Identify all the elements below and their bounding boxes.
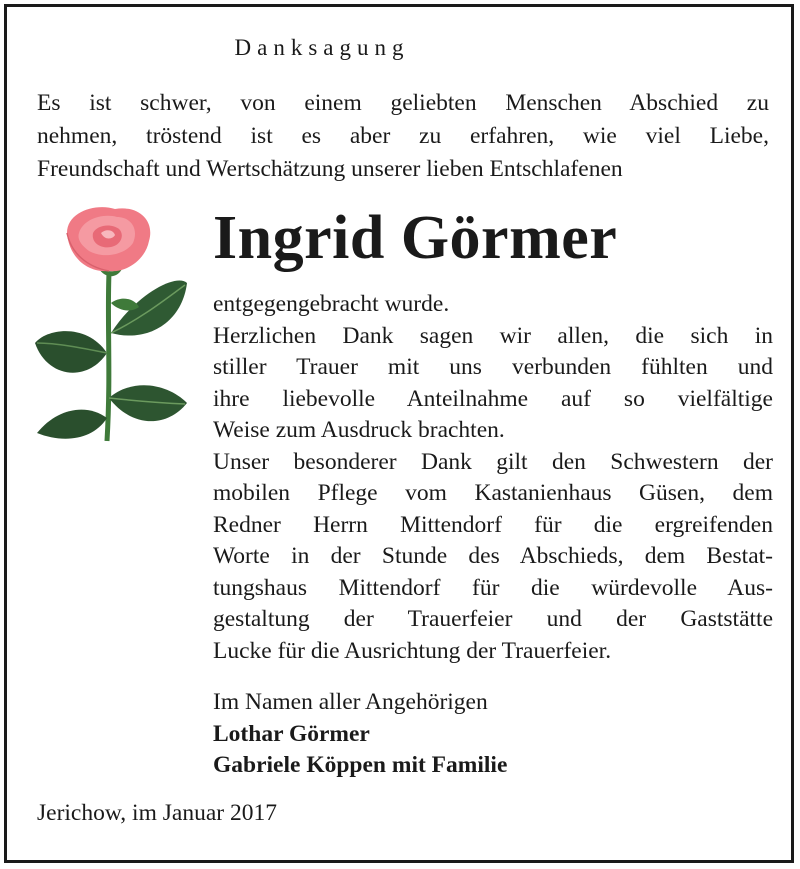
body-line: Redner Herrn Mittendorf für die ergreifenden: [213, 511, 773, 538]
signer-name: Lothar Görmer: [213, 720, 370, 747]
body-line: Weise zum Ausdruck brachten.: [213, 417, 505, 443]
obituary-card: [4, 4, 794, 863]
body-line: tungshaus Mittendorf für die würdevolle Aus-: [213, 574, 773, 601]
body-line: gestaltung der Trauerfeier und der Gaststätte: [213, 606, 773, 632]
body-line: Worte in der Stunde des Abschieds, dem Bestat-: [213, 543, 773, 569]
body-text: [213, 289, 773, 667]
intro-line: Es ist schwer, von einem geliebten Menschen Abschied zu: [37, 90, 769, 116]
body-line: mobilen Pflege vom Kastanienhaus Güsen, dem: [213, 480, 773, 506]
deceased-name: Ingrid Görmer: [213, 204, 618, 272]
signer-name: Gabriele Köppen mit Familie: [213, 752, 508, 778]
closing-block: [213, 687, 773, 782]
rose-icon: [27, 203, 197, 443]
heading: Danksagung: [234, 35, 410, 60]
body-line: Unser besonderer Dank gilt den Schwestern der: [213, 448, 773, 475]
body-line: stiller Trauer mit uns verbunden fühlten und: [213, 354, 773, 380]
closing-line: Im Namen aller Angehörigen: [213, 689, 488, 715]
body-line: Herzlichen Dank sagen wir allen, die sich in: [213, 322, 773, 349]
intro-line: Freundschaft und Wertschätzung unserer lieben Entschlafenen: [37, 156, 623, 182]
intro-line: nehmen, tröstend ist es aber zu erfahren, wie viel Liebe,: [37, 123, 769, 149]
body-line: ihre liebevolle Anteilnahme auf so vielfältige: [213, 385, 773, 412]
body-line: Lucke für die Ausrichtung der Trauerfeier.: [213, 637, 612, 664]
intro-text: [37, 87, 769, 186]
body-line: entgegengebracht wurde.: [213, 291, 450, 317]
place-date: Jerichow, im Januar 2017: [37, 800, 277, 826]
